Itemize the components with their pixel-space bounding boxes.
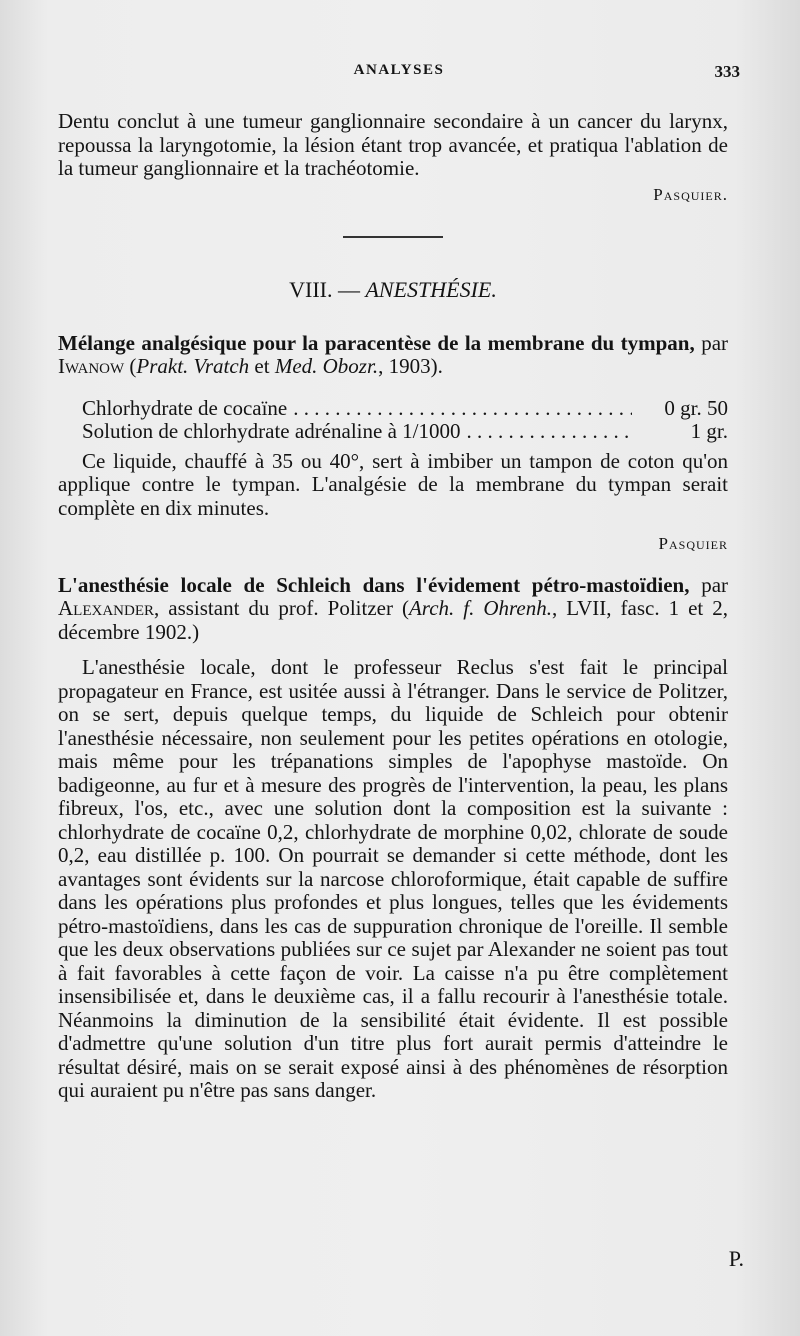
article1-ref-open: ( — [129, 354, 137, 378]
recipe-ingredient: Solution de chlorhydrate adrénaline à 1/1000 — [82, 419, 461, 443]
page-body — [58, 110, 728, 1103]
footer-mark: P. — [728, 1246, 744, 1271]
section-divider — [343, 236, 443, 238]
article2-reference: , LVII, fasc. 1 et 2, décembre 1902.) — [58, 596, 728, 644]
article1-and: et — [254, 354, 270, 378]
recipe-list — [82, 397, 728, 444]
section-number: VIII. — [289, 277, 333, 302]
article1-journal1: Prakt. Vratch — [136, 354, 250, 378]
leader-dots — [293, 397, 632, 421]
article1-journal2: Med. Obozr. — [274, 354, 379, 378]
recipe-row — [82, 420, 728, 444]
page-number: 333 — [714, 62, 740, 81]
article1-ref-close: , 1903). — [378, 354, 443, 378]
article1-author: Iwanow — [58, 354, 125, 378]
article1-by: par — [701, 330, 729, 355]
leader-dots — [466, 420, 632, 444]
section-title — [58, 278, 728, 302]
article2-by: par — [701, 572, 729, 597]
article2-title: L'anesthésie locale de Schleich dans l'évidement pétro-mastoïdien, — [58, 572, 690, 597]
article2-paragraph: L'anesthésie locale, dont le professeur Reclus s'est fait le principal propagateur en France, est usitée aussi à l'étranger. Dans le service de Politzer, on se sert, depuis quelque temps, du liquide de Schleich pour obtenir l'anesthésie nécessaire, non seulement pour les petites opérations en otologie, mais même pour les trépanations simples de l'apophyse mastoïde. On badigeonne, au fur et à mesure des progrès de l'intervention, la peau, les plans fibreux, l'os, etc., avec une solution dont la composition est la suivante : chlorhydrate de cocaïne 0,2, chlorhydrate de morphine 0,02, chlorate de soude 0,2, eau distillée p. 100. On pourrait se demander si cette méthode, dont les avantages sont évidents sur la narcose chloroformique, était capable de suffire dans les opérations plus profondes et plus longues, telles que les évidements pétro-mastoïdiens, dans les cas de suppuration chronique de l'oreille. Il semble que les deux observations publiées sur ce sujet par Alexander ne soient pas tout à fait favorables à cette façon de voir. La caisse n'a pu être complètement insensibilisée et, dans le deuxième cas, il a fallu recourir à l'anesthésie totale. Néanmoins la diminution de la sensibilité était évidente. Il est possible d'admettre qu'une solution d'un titre plus fort aurait permis d'atteindre le résultat désiré, mais on se serait exposé ainsi à des phénomènes de résorption qui auraient pu n'être pas sans danger. — [58, 655, 728, 1102]
article2-affiliation: , assistant du prof. Politzer ( — [154, 596, 409, 620]
article2-journal: Arch. f. Ohrenh. — [408, 596, 552, 620]
article1-title: Mélange analgésique pour la paracentèse de la membrane du tympan, — [58, 330, 695, 355]
recipe-quantity: 0 gr. 50 — [664, 395, 728, 420]
page-header — [58, 62, 740, 88]
article2-heading — [58, 574, 728, 645]
article1-signature: Pasquier — [658, 534, 728, 553]
section-dash: — — [337, 277, 360, 302]
article1-heading — [58, 332, 728, 379]
recipe-quantity: 1 gr. — [690, 419, 728, 443]
recipe-ingredient: Chlorhydrate de cocaïne — [82, 395, 288, 420]
recipe-row — [82, 397, 728, 421]
section-name: ANESTHÉSIE. — [365, 277, 497, 302]
prev-article-text: Dentu conclut à une tumeur ganglionnaire secondaire à un cancer du larynx, repoussa la laryngotomie, la lésion étant trop avancée, et pratiqua l'ablation de la tumeur ganglionnaire et la trachéotomie. — [58, 109, 728, 180]
article1-paragraph: Ce liquide, chauffé à 35 ou 40°, sert à imbiber un tampon de coton qu'on applique contre le tympan. L'analgésie de la membrane du tympan serait complète en dix minutes. — [58, 448, 728, 520]
running-head: ANALYSES — [353, 62, 445, 78]
prev-article-signature: Pasquier. — [653, 184, 728, 204]
article2-author: Alexander — [58, 596, 154, 620]
